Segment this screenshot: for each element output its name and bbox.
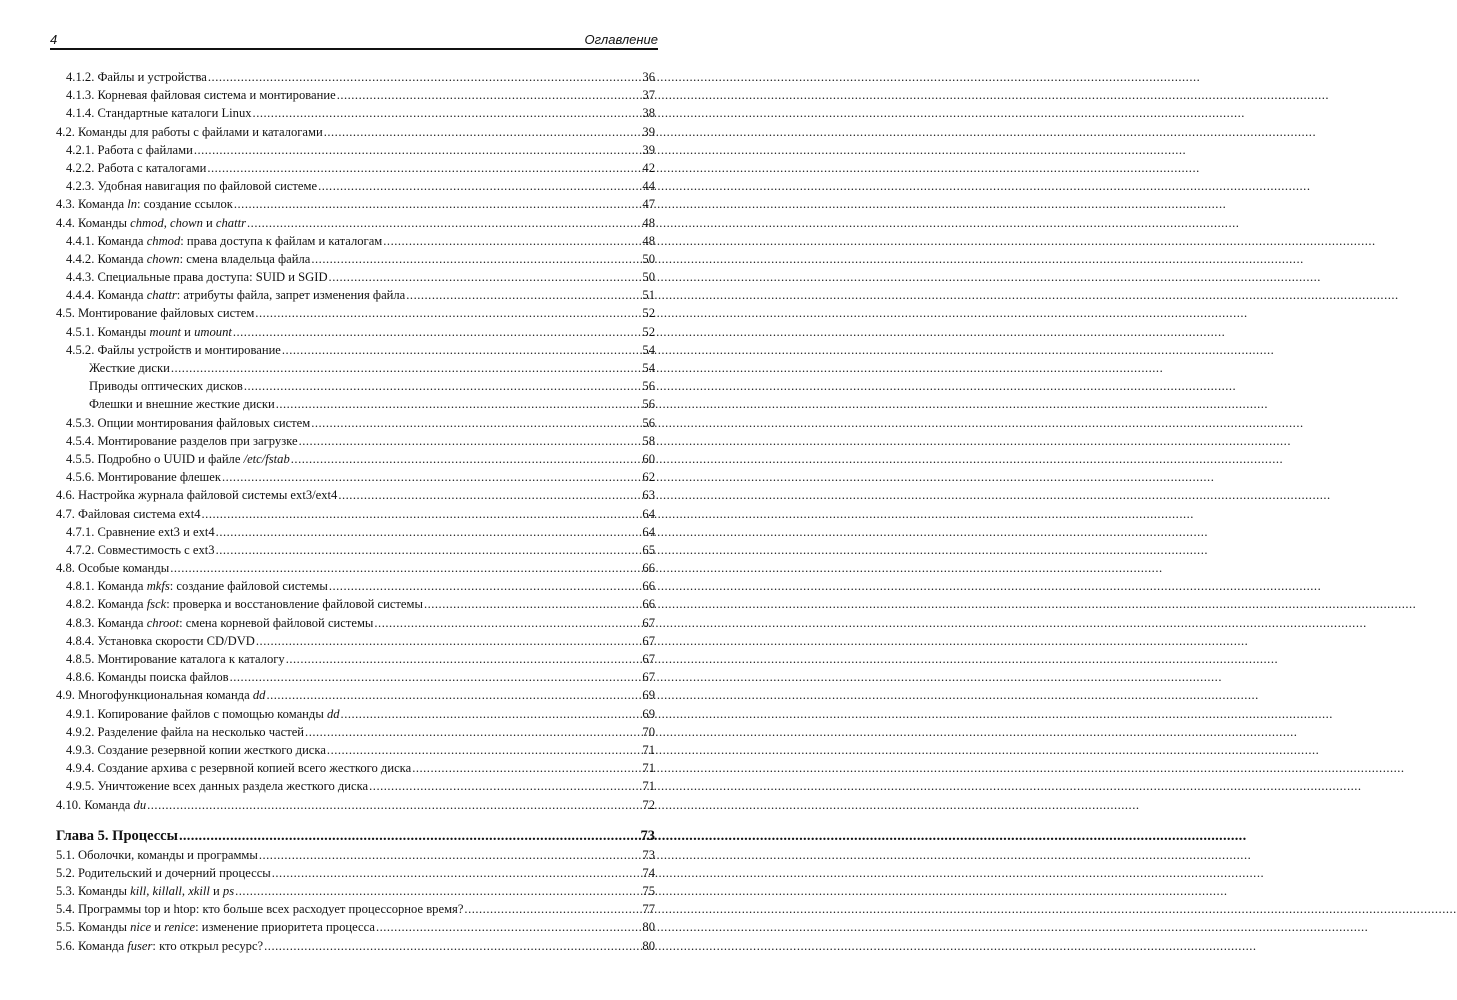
dot-leader [376,918,641,936]
dot-leader [282,341,642,359]
dot-leader [264,937,641,955]
toc-entry-title: 4.4.4. Команда chattr: атрибуты файла, запрет изменения файла [66,288,406,303]
dot-leader [216,541,642,559]
dot-leader [170,559,641,577]
dot-leader [329,577,642,595]
toc-entry [56,323,655,341]
toc-page-number: 58 [642,433,655,448]
toc-entry-title: 4.9.3. Создание резервной копии жесткого диска [66,742,326,757]
dot-leader [374,614,641,632]
toc-entry [56,686,655,704]
toc-page-number: 51 [642,288,655,303]
toc-entry [56,123,655,141]
toc-entry-title: 4.4. Команды chmod, chown и chattr [56,215,247,230]
toc-page-number: 42 [642,160,655,175]
toc-entry [56,486,655,504]
toc-page-number: 52 [642,306,655,321]
toc-entry [56,759,655,777]
dot-leader [311,414,641,432]
toc-page-number: 56 [642,397,655,412]
dot-leader [311,250,641,268]
toc-entry [56,432,655,450]
toc-page-number: 71 [642,761,655,776]
dot-leader [318,177,641,195]
toc-entry-title: 4.9.1. Копирование файлов с помощью команды dd [66,706,340,721]
page-header [50,28,658,50]
toc-page-number: 66 [642,579,655,594]
toc-entry [56,505,655,523]
toc-page-number: 39 [642,124,655,139]
dot-leader [266,686,641,704]
toc-entry [56,918,655,936]
toc-entry [56,177,655,195]
dot-leader [406,286,641,304]
toc-entry-title: 5.2. Родительский и дочерний процессы [56,865,271,880]
toc-page-number: 54 [642,361,655,375]
toc-page-number: 65 [642,542,655,557]
toc-page-number: 56 [642,415,655,430]
toc-page-number: 74 [642,865,655,880]
toc-page-number: 77 [642,902,655,917]
toc-entry-title: 4.4.2. Команда chown: смена владельца файла [66,251,311,266]
toc-page-number: 50 [642,251,655,266]
toc-entry-title: 4.8.5. Монтирование каталога к каталогу [66,652,285,666]
toc-entry-title: 4.1.2. Файлы и устройства [66,70,207,84]
toc-entry [56,650,655,668]
dot-leader [216,523,642,541]
toc-entry-title: 4.10. Команда du [56,797,147,812]
toc-entry [56,559,655,577]
toc-entry-title: 4.5.6. Монтирование флешек [66,470,221,485]
toc-page-number: 71 [642,742,655,757]
toc-entry-title: 4.5.4. Монтирование разделов при загрузке [66,433,298,448]
dot-leader [256,632,642,650]
dot-leader [255,304,641,322]
dot-leader [341,705,642,723]
dot-leader [338,486,641,504]
toc-entry [56,723,655,741]
toc-entry-title: 4.9.2. Разделение файла на несколько частей [66,724,305,739]
toc-entry-title: 4.5.1. Команды mount и umount [66,324,232,339]
running-title: Оглавление [584,32,658,47]
dot-leader [230,668,642,686]
toc-page-number: 44 [642,179,655,194]
toc-entry-title: 5.3. Команды kill, killall, xkill и ps [56,884,235,899]
toc-page-number: 67 [642,633,655,648]
toc-entry [56,595,655,613]
toc-page-number: 73 [642,847,655,862]
dot-leader [383,232,641,250]
toc-page-number: 54 [642,342,655,357]
dot-leader [424,595,641,613]
toc-entry [56,232,655,250]
toc-entry [56,450,655,468]
dot-leader [208,68,642,86]
toc-entry [56,882,655,900]
toc-entry-title: 4.8.6. Команды поиска файлов [66,670,229,685]
toc-entry-title: 4.2. Команды для работы с файлами и каталогами [56,124,323,139]
toc-entry [56,86,655,104]
toc-page-number: 64 [642,506,655,521]
toc-page-number: 56 [642,379,655,394]
toc-entry [56,68,655,86]
toc-entry [56,577,655,595]
toc-entry-title: Флешки и внешние жесткие диски [89,397,275,412]
toc-page-number: 72 [642,797,655,812]
toc-page-number: 48 [642,215,655,230]
toc-entry-title: 4.8.3. Команда chroot: смена корневой файловой системы [66,615,374,630]
dot-leader [291,450,642,468]
dot-leader [299,432,642,450]
toc-entry [56,864,655,882]
toc-entry [56,468,655,486]
toc-entry-title: 4.5. Монтирование файловых систем [56,306,255,321]
page-number: 4 [50,32,58,47]
toc-entry-title: 5.6. Команда fuser: кто открыл ресурс? [56,938,264,953]
toc-entry [56,359,655,377]
toc-entry-title: 4.8. Особые команды [56,561,170,576]
toc-page-number: 66 [642,561,655,576]
toc-entry-title: 4.2.3. Удобная навигация по файловой системе [66,179,318,194]
toc-entry-title: 4.4.3. Специальные права доступа: SUID и SGID [66,270,328,285]
toc-page-number: 73 [640,827,655,844]
dot-leader [179,826,640,846]
toc-entry [56,668,655,686]
toc-entry [56,250,655,268]
toc-entry [56,741,655,759]
dot-leader [337,86,642,104]
toc-entry-title: 4.5.3. Опции монтирования файловых систем [66,415,311,430]
toc-entry-title: 4.9.5. Уничтожение всех данных раздела жесткого диска [66,779,369,794]
toc-page-number: 60 [642,451,655,466]
toc-page-number: 52 [642,324,655,339]
dot-leader [253,104,642,122]
toc-entry [56,796,655,814]
dot-leader [369,777,641,795]
dot-leader [464,900,641,918]
toc-page-number: 63 [642,488,655,503]
dot-leader [222,468,641,486]
toc-chapter-entry [56,826,655,846]
toc-entry [56,900,655,918]
dot-leader [324,123,642,141]
toc-page-number: 80 [642,920,655,935]
toc-page-number: 48 [642,233,655,248]
toc-entry [56,523,655,541]
toc-entry-title: 4.7.2. Совместимость с ext3 [66,542,215,557]
toc-entry [56,141,655,159]
dot-leader [244,377,642,395]
dot-leader [272,864,642,882]
toc-entry [56,541,655,559]
toc-entry [56,395,655,413]
toc-entry-title: 4.5.5. Подробно о UUID и файле /etc/fstab [66,451,290,466]
toc-entry [56,268,655,286]
toc-page-number: 69 [642,706,655,721]
dot-leader [247,214,641,232]
dot-leader [207,159,641,177]
toc-entry-title: 4.5.2. Файлы устройств и монтирование [66,342,281,357]
toc-entry-title: Приводы оптических дисков [89,379,243,394]
toc-entry-title: 4.2.2. Работа с каталогами [66,160,207,175]
toc-entry-title: 5.4. Программы top и htop: кто больше всех расходует процессорное время? [56,902,464,917]
toc-entry-title: 4.1.4. Стандартные каталоги Linux [66,106,252,121]
toc-page-number: 37 [642,88,655,103]
toc-entry [56,614,655,632]
toc-entry-title: 4.9.4. Создание архива с резервной копией всего жесткого диска [66,761,412,776]
toc-page-number: 70 [642,724,655,739]
toc-page-number: 80 [642,938,655,953]
dot-leader [259,846,642,864]
dot-leader [234,195,642,213]
header-rule [50,48,658,50]
toc-page-number: 69 [642,688,655,703]
toc-entry [56,341,655,359]
toc-entry [56,377,655,395]
dot-leader [233,323,642,341]
toc-page-number: 75 [642,884,655,899]
toc-entry-title: Глава 5. Процессы [56,827,178,844]
toc-entry-title: 4.8.1. Команда mkfs: создание файловой системы [66,579,328,594]
toc-entry-title: 4.7. Файловая система ext4 [56,506,201,521]
toc-page-number: 39 [642,142,655,157]
toc-entry [56,286,655,304]
toc-page-number: 38 [642,106,655,121]
dot-leader [147,796,641,814]
toc-entry [56,159,655,177]
dot-leader [171,359,642,377]
toc-entry-title: 4.2.1. Работа с файлами [66,142,193,157]
toc-page-number: 47 [642,197,655,212]
toc-entry-title: 4.9. Многофункциональная команда dd [56,688,266,703]
dot-leader [412,759,641,777]
toc-entry-title: 5.1. Оболочки, команды и программы [56,847,258,862]
toc-entry [56,214,655,232]
dot-leader [202,505,642,523]
toc-entry [56,846,655,864]
toc-page-number: 67 [642,615,655,630]
dot-leader [329,268,642,286]
toc-entry [56,777,655,795]
toc-entry-title: 4.1.3. Корневая файловая система и монтирование [66,88,336,103]
toc-page-number: 71 [642,779,655,794]
toc-entry-title: 4.7.1. Сравнение ext3 и ext4 [66,524,215,539]
dot-leader [235,882,641,900]
toc-entry [56,195,655,213]
toc-entry-title: 5.5. Команды nice и renice: изменение приоритета процесса [56,920,375,935]
dot-leader [305,723,641,741]
toc-page-number: 66 [642,597,655,612]
toc-entry [56,632,655,650]
toc-page-number: 67 [642,652,655,666]
toc-entry-title: 4.8.4. Установка скорости CD/DVD [66,633,255,648]
toc-entry [56,104,655,122]
toc-entry-title: Жесткие диски [89,361,170,375]
toc-page-number: 36 [642,70,655,84]
toc-entry [56,414,655,432]
toc-entry [56,937,655,955]
toc-entry-title: 4.6. Настройка журнала файловой системы ext3/ext4 [56,488,338,503]
toc-page-number: 67 [642,670,655,685]
dot-leader [327,741,641,759]
toc-entry-title: 4.8.2. Команда fsck: проверка и восстановление файловой системы [66,597,423,612]
toc-entry [56,705,655,723]
dot-leader [194,141,642,159]
toc-entry-title: 4.3. Команда ln: создание ссылок [56,197,233,212]
toc-entry-title: 4.4.1. Команда chmod: права доступа к файлам и каталогам [66,233,383,248]
toc-page-number: 50 [642,270,655,285]
toc-page-number: 64 [642,524,655,539]
toc-page-number: 62 [642,470,655,485]
dot-leader [276,395,642,413]
table-of-contents [56,68,655,955]
toc-entry [56,304,655,322]
dot-leader [286,650,642,668]
